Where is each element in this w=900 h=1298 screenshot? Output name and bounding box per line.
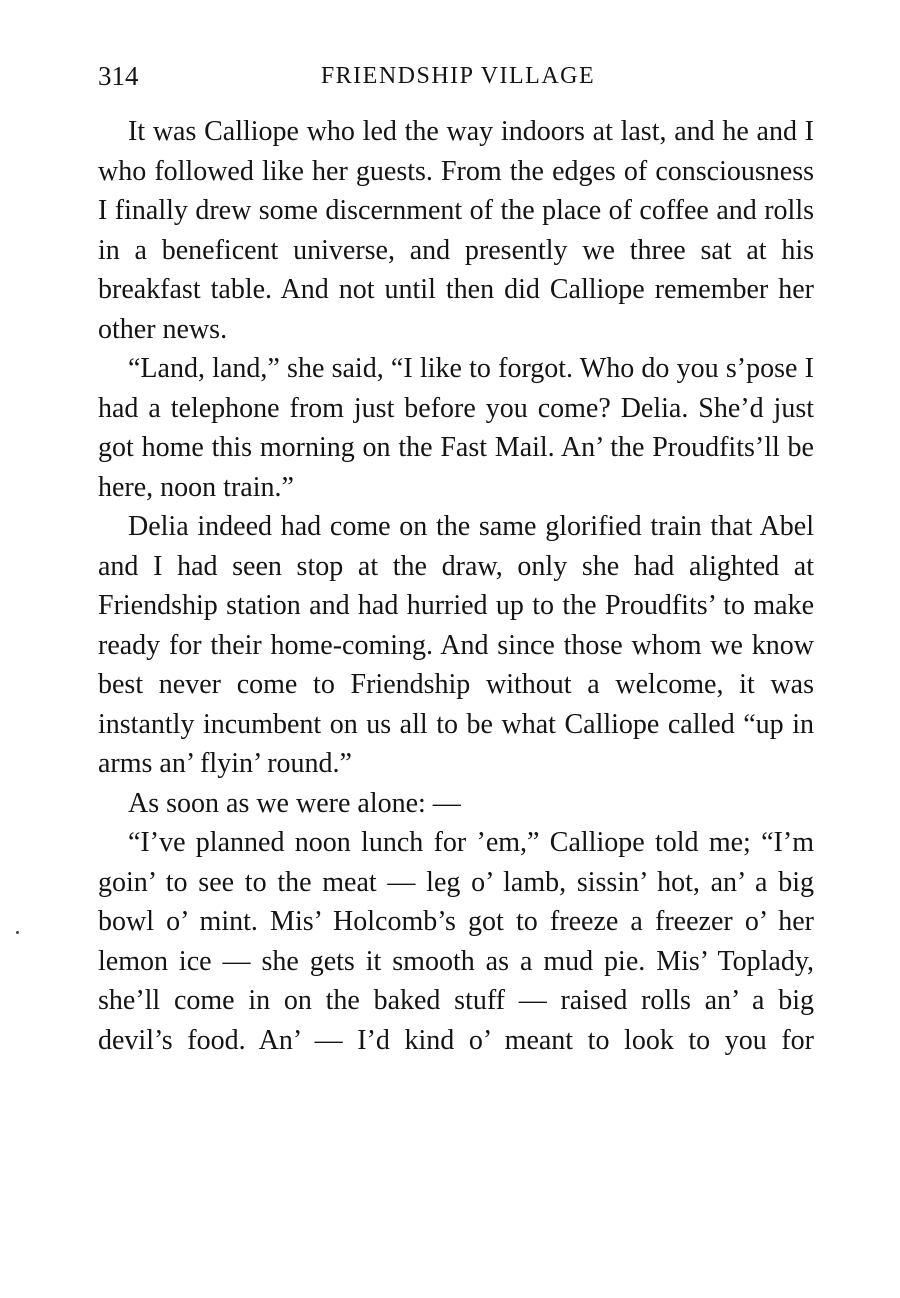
paragraph: “I’ve planned noon lunch for ’em,” Calliope told me; “I’m goin’ to see to the meat — leg o’ lamb, sissin’ hot, an’ a big bowl o’ mint. Mis’ Holcomb’s got to freeze a freezer o’ her lemon ice — she gets it smooth as a mud pie. Mis’ Toplady, she’ll come in on the baked stuff — raised rolls an’ a big devil’s food. An’ — I’d kind o’ meant to look to you for [98,827,814,1056]
book-page [98,58,814,1060]
ink-speck [16,931,19,934]
running-head [98,58,814,98]
book-title: FRIENDSHIP VILLAGE [320,63,596,89]
body-text [98,112,814,1060]
page-number: 314 [98,61,139,91]
paragraph: It was Calliope who led the way indoors at last, and he and I who followed like her guests. From the edges of consciousness I finally drew some discernment of the place of coffee and rolls in a beneficent universe, and presently we three sat at his breakfast table. And not until then did Calliope remember her other news. [98,116,814,345]
paragraph: Delia indeed had come on the same glorified train that Abel and I had seen stop at the draw, only she had alighted at Friendship station and had hurried up to the Proudfits’ to make ready for their home-coming. And since those whom we know best never come to Friendship without a welcome, it was instantly incumbent on us all to be what Calliope called “up in arms an’ flyin’ round.” [98,511,814,779]
paragraph: As soon as we were alone: — [128,787,461,819]
paragraph: “Land, land,” she said, “I like to forgot. Who do you s’pose I had a telephone from just before you come? Delia. She’d just got home this morning on the Fast Mail. An’ the Proudfits’ll be here, noon train.” [98,353,814,503]
